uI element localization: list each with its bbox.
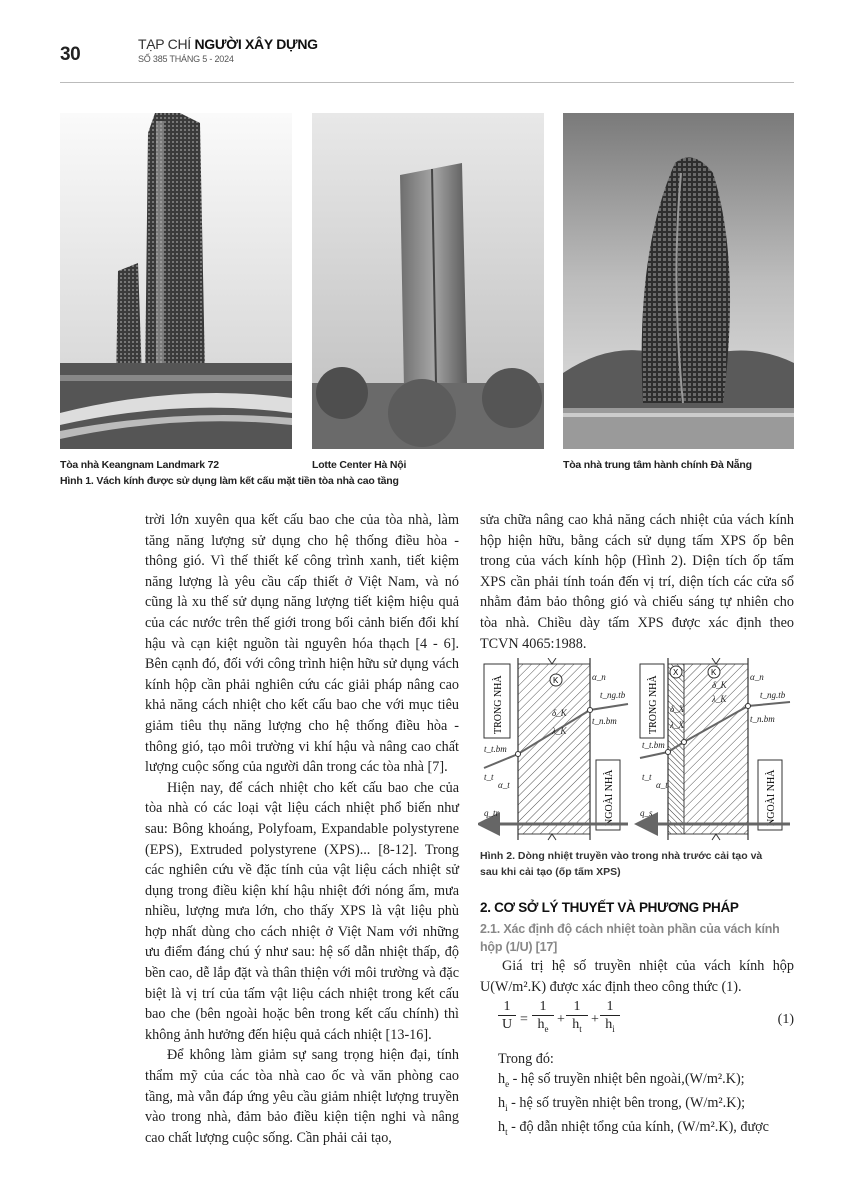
inside-label-right: TRONG NHÀ <box>648 675 659 734</box>
alpha-n-left: α_n <box>592 672 606 682</box>
outside-label-left: NGOÀI NHÀ <box>604 769 615 826</box>
t-t-right: t_t <box>642 772 652 782</box>
where-label: Trong đó: <box>498 1051 554 1067</box>
formula-t1-den: h <box>537 1017 545 1032</box>
formula-t3-den: h <box>605 1017 613 1032</box>
circle-k-right: K <box>711 668 717 677</box>
page-number: 30 <box>60 44 81 65</box>
definitions <box>498 1050 794 1142</box>
paragraph-u: Giá trị hệ số truyền nhiệt của vách kính hộp U(W/m².K) được xác định theo công thức (1). <box>480 958 794 995</box>
circle-k-left: K <box>553 676 559 685</box>
left-column <box>145 510 459 1148</box>
alpha-n-right: α_n <box>750 672 764 682</box>
formula-t1-sub: e <box>544 1023 549 1034</box>
definition-hi: $h_i$ - hệ số truyền nhiệt bên trong, (W/m².K); <box>498 1094 746 1113</box>
t-t-bm-left: t_t.bm <box>484 744 507 754</box>
t-n-bm-right: t_n.bm <box>750 714 775 724</box>
issue-line: SỐ 385 THÁNG 5 - 2024 <box>138 54 234 64</box>
photo-lotte <box>312 113 544 449</box>
formula-plus: + <box>557 1012 565 1027</box>
section-title: 2. CƠ SỞ LÝ THUYẾT VÀ PHƯƠNG PHÁP <box>480 900 739 915</box>
caption-lotte: Lotte Center Hà Nội <box>312 459 407 471</box>
formula-t1-num: 1 <box>532 998 554 1016</box>
formula-plus: + <box>591 1012 599 1027</box>
caption-keangnam: Tòa nhà Keangnam Landmark 72 <box>60 459 219 471</box>
delta-k-left: δ_K <box>552 708 567 718</box>
definition-he: $h_e$ - hệ số truyền nhiệt bên ngoài,(W/m².K); <box>498 1070 745 1089</box>
lambda-k-right: λ_K <box>712 694 727 704</box>
subsection-title: 2.1. Xác định độ cách nhiệt toàn phần của vách kính hộp (1/U) [17] <box>480 922 780 954</box>
photo-keangnam <box>60 113 292 449</box>
formula-t2-sub: t <box>579 1023 582 1034</box>
t-t-left: t_t <box>484 772 494 782</box>
formula-t2-den: h <box>572 1017 580 1032</box>
delta-k-right: δ_K <box>712 680 727 690</box>
formula-eq: = <box>520 1012 528 1027</box>
figure1-title: Hình 1. Vách kính được sử dụng làm kết cấu mặt tiền tòa nhà cao tầng <box>60 475 399 487</box>
t-n-bm-left: t_n.bm <box>592 716 617 726</box>
q-s-label: q_s <box>640 808 653 818</box>
paragraph: Hiện nay, để cách nhiệt cho kết cấu bao che của tòa nhà có các loại vật liệu cách nhiệt phổ biến như sau: Bông khoáng, Polyfoam, Expandable polystyrene (EPS), Extruded polystyrene (XPS)... [8-12]. Trong các nghiên cứu về đặc tính của vật liệu cách nhiệt sử dụng trong điều kiện khí hậu nhiệt đới nóng ẩm, mưa nhiều, lượng mưa lớn, cho thấy XPS là vật liệu phù hợp nhất dùng cho cách nhiệt ở Việt Nam với những ưu điểm đáng chú ý như sau: hệ số dẫn nhiệt thấp, độ bền cao, dễ lắp đặt và thân thiện với môi trường và đặc biệt là vị trí của tấm vật liệu cách nhiệt trong kết cấu bao che (bên ngoài hoặc bên trong kết cấu chính) thì không ảnh hưởng đến hiệu quả cách nhiệt [13-16]. <box>145 779 459 1043</box>
formula-1 <box>498 998 794 1042</box>
alpha-t-left: α_t <box>498 780 510 790</box>
formula-number: (1) <box>777 1012 794 1027</box>
lambda-x: λ_X <box>670 720 684 730</box>
t-ng-tb-left: t_ng.tb <box>600 690 626 700</box>
outside-label-right: NGOÀI NHÀ <box>766 769 777 826</box>
magazine-prefix: TẠP CHÍ <box>138 36 195 52</box>
t-ng-tb-right: t_ng.tb <box>760 690 786 700</box>
paragraph: Để không làm giảm sự sang trọng hiện đại, tính thẩm mỹ của các tòa nhà cao ốc và văn phòng cao tầng, mà vẫn đáp ứng yêu cầu giảm nhiệt lượng truyền vào trong nhà, đảm bảo điều kiện tiện nghi và nâng cao chất lượng cuộc sống. Cần phải cải tạo, <box>145 1047 459 1146</box>
header-divider <box>60 82 794 83</box>
alpha-t-right: α_t <box>656 780 668 790</box>
definition-ht: $h_t$ - độ dẫn nhiệt tổng của kính, (W/m².K), được <box>498 1119 769 1137</box>
formula-lhs-den: U <box>501 1017 513 1032</box>
figure2-caption: Hình 2. Dòng nhiệt truyền vào trong nhà trước cải tạo và sau khi cải tạo (ốp tấm XPS) <box>480 850 763 878</box>
circle-x: X <box>673 668 679 677</box>
delta-x: δ_X <box>670 704 685 714</box>
paragraph: trời lớn xuyên qua kết cấu bao che của tòa nhà, làm tăng năng lượng sử dụng cho hệ thống điều hòa - thông gió. Vì thế thiết kế công trình xanh, tiết kiệm năng lượng là yêu cầu cấp thiết ở Việt Nam, và nó cũng là xu thế sử dụng năng lượng tiết kiệm hiệu quả của các nước trên thế giới trong bối cảnh biến đổi khí hậu và cạn kiệt nguồn tài nguyên hóa thạch [4 - 6]. Bên cạnh đó, đối với công trình hiện hữu sử dụng vách kính hộp cần phải nghiên cứu các giải pháp nâng cao khả năng cách nhiệt cho kết cấu bao che với mục tiêu giảm tiêu thụ năng lượng cho hệ thống điều hòa - thông gió, tạo môi trường vi khí hậu và nâng cao chất lượng cuộc sống của người dân trong các tòa nhà [7]. <box>145 512 459 776</box>
caption-danang: Tòa nhà trung tâm hành chính Đà Nẵng <box>563 459 752 471</box>
magazine-name: NGƯỜI XÂY DỰNG <box>194 36 318 52</box>
formula-t3-num: 1 <box>600 998 620 1016</box>
t-t-bm-right: t_t.bm <box>642 740 665 750</box>
lambda-k-left: λ_K <box>552 726 567 736</box>
figure2-diagram <box>478 658 794 842</box>
inside-label-left: TRONG NHÀ <box>493 675 504 734</box>
formula-t3-sub: i <box>612 1023 615 1034</box>
magazine-title <box>138 36 318 52</box>
right-column-text: sửa chữa nâng cao khả năng cách nhiệt của vách kính hộp hiện hữu, bằng cách sử dụng tấm XPS ốp bên trong của vách kính hộp (Hình 2). Diện tích ốp tấm XPS cần phải tính toán đến vị trí, diện tích các cửa sổ nhằm đảm bảo thông gió và chiếu sáng tự nhiên cho tòa nhà. Chiều dày tấm XPS được xác định theo TCVN 4065:1988. <box>480 512 794 652</box>
formula-t2-num: 1 <box>566 998 588 1016</box>
formula-lhs-num: 1 <box>498 998 516 1016</box>
photo-danang <box>563 113 794 449</box>
q-tr-label: q_tr <box>484 808 500 818</box>
